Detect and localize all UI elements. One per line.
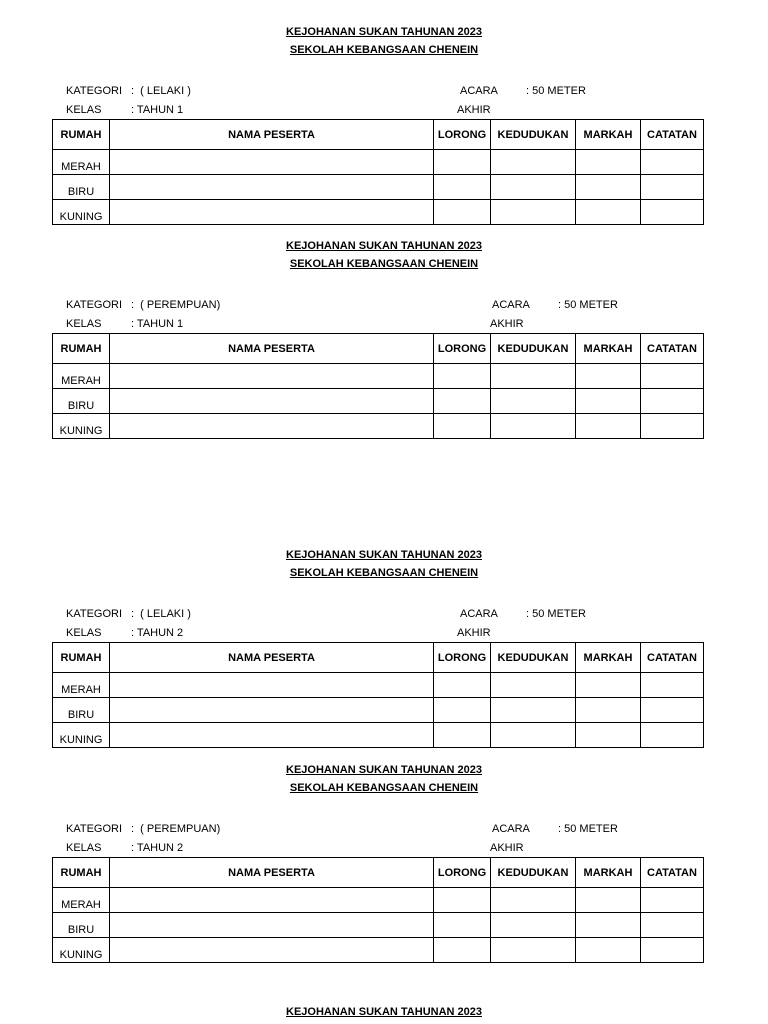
kategori-label: KATEGORI (66, 608, 123, 620)
column-header: KEDUDUKAN (491, 858, 576, 888)
acara-value: : 50 METER (526, 608, 586, 620)
table-header-row (53, 643, 704, 673)
blank-entry-cell[interactable] (110, 723, 434, 748)
kelas-label: KELAS (66, 318, 102, 330)
table-row (53, 414, 704, 439)
house-name-cell: KUNING (53, 200, 110, 225)
blank-entry-cell[interactable] (641, 200, 704, 225)
akhir-label: AKHIR (490, 318, 524, 330)
blank-entry-cell[interactable] (434, 150, 491, 175)
house-name-cell: BIRU (53, 389, 110, 414)
blank-entry-cell[interactable] (110, 364, 434, 389)
table-row (53, 938, 704, 963)
blank-entry-cell[interactable] (576, 723, 641, 748)
column-header: NAMA PESERTA (110, 334, 434, 364)
column-header: MARKAH (576, 120, 641, 150)
blank-entry-cell[interactable] (576, 913, 641, 938)
kategori-value: : ( PEREMPUAN) (131, 823, 221, 835)
blank-entry-cell[interactable] (110, 150, 434, 175)
blank-entry-cell[interactable] (576, 150, 641, 175)
column-header: LORONG (434, 858, 491, 888)
column-header: CATATAN (641, 120, 704, 150)
table-header-row (53, 334, 704, 364)
event-title: KEJOHANAN SUKAN TAHUNAN 2023 (286, 764, 482, 776)
acara-value: : 50 METER (558, 823, 618, 835)
kategori-value: : ( PEREMPUAN) (131, 299, 221, 311)
table-row (53, 888, 704, 913)
column-header: LORONG (434, 334, 491, 364)
blank-entry-cell[interactable] (434, 938, 491, 963)
blank-entry-cell[interactable] (110, 389, 434, 414)
kategori-value: : ( LELAKI ) (131, 608, 191, 620)
results-table (52, 119, 704, 225)
house-name-cell: MERAH (53, 364, 110, 389)
acara-label: ACARA (460, 85, 498, 97)
blank-entry-cell[interactable] (576, 938, 641, 963)
blank-entry-cell[interactable] (434, 364, 491, 389)
blank-entry-cell[interactable] (491, 723, 576, 748)
blank-entry-cell[interactable] (491, 150, 576, 175)
table-row (53, 200, 704, 225)
blank-entry-cell[interactable] (576, 673, 641, 698)
blank-entry-cell[interactable] (641, 414, 704, 439)
blank-entry-cell[interactable] (434, 698, 491, 723)
table-row (53, 175, 704, 200)
column-header: MARKAH (576, 643, 641, 673)
blank-entry-cell[interactable] (641, 673, 704, 698)
house-name-cell: KUNING (53, 938, 110, 963)
kategori-value: : ( LELAKI ) (131, 85, 191, 97)
blank-entry-cell[interactable] (641, 938, 704, 963)
kategori-label: KATEGORI (66, 85, 123, 97)
acara-value: : 50 METER (526, 85, 586, 97)
blank-entry-cell[interactable] (434, 673, 491, 698)
kelas-value: : TAHUN 1 (131, 318, 184, 330)
blank-entry-cell[interactable] (641, 913, 704, 938)
blank-entry-cell[interactable] (641, 698, 704, 723)
results-table (52, 857, 704, 963)
school-name: SEKOLAH KEBANGSAAN CHENEIN (289, 44, 479, 56)
kelas-value: : TAHUN 1 (131, 104, 184, 116)
column-header: KEDUDUKAN (491, 334, 576, 364)
acara-label: ACARA (492, 299, 530, 311)
house-name-cell: KUNING (53, 414, 110, 439)
blank-entry-cell[interactable] (491, 698, 576, 723)
table-row (53, 364, 704, 389)
table-header-row (53, 120, 704, 150)
house-name-cell: BIRU (53, 175, 110, 200)
blank-entry-cell[interactable] (434, 414, 491, 439)
next-section-title: KEJOHANAN SUKAN TAHUNAN 2023 (286, 1006, 482, 1018)
blank-entry-cell[interactable] (641, 150, 704, 175)
blank-entry-cell[interactable] (434, 175, 491, 200)
results-table (52, 642, 704, 748)
event-title: KEJOHANAN SUKAN TAHUNAN 2023 (286, 240, 482, 252)
column-header: CATATAN (641, 643, 704, 673)
blank-entry-cell[interactable] (491, 673, 576, 698)
column-header: NAMA PESERTA (110, 643, 434, 673)
column-header: CATATAN (641, 858, 704, 888)
blank-entry-cell[interactable] (576, 200, 641, 225)
blank-entry-cell[interactable] (110, 175, 434, 200)
table-row (53, 698, 704, 723)
event-title: KEJOHANAN SUKAN TAHUNAN 2023 (286, 26, 482, 38)
akhir-label: AKHIR (457, 627, 491, 639)
blank-entry-cell[interactable] (110, 913, 434, 938)
house-name-cell: BIRU (53, 913, 110, 938)
blank-entry-cell[interactable] (110, 698, 434, 723)
table-row (53, 723, 704, 748)
table-row (53, 673, 704, 698)
column-header: MARKAH (576, 858, 641, 888)
kelas-value: : TAHUN 2 (131, 842, 184, 854)
kategori-label: KATEGORI (66, 823, 123, 835)
column-header: CATATAN (641, 334, 704, 364)
blank-entry-cell[interactable] (576, 414, 641, 439)
blank-entry-cell[interactable] (491, 175, 576, 200)
blank-entry-cell[interactable] (576, 389, 641, 414)
blank-entry-cell[interactable] (491, 414, 576, 439)
blank-entry-cell[interactable] (576, 888, 641, 913)
kelas-label: KELAS (66, 627, 102, 639)
column-header: KEDUDUKAN (491, 643, 576, 673)
acara-label: ACARA (460, 608, 498, 620)
acara-value: : 50 METER (558, 299, 618, 311)
blank-entry-cell[interactable] (641, 888, 704, 913)
column-header: RUMAH (53, 643, 110, 673)
column-header: NAMA PESERTA (110, 858, 434, 888)
results-table (52, 333, 704, 439)
blank-entry-cell[interactable] (110, 888, 434, 913)
akhir-label: AKHIR (490, 842, 524, 854)
column-header: RUMAH (53, 858, 110, 888)
table-row (53, 913, 704, 938)
house-name-cell: MERAH (53, 673, 110, 698)
column-header: LORONG (434, 120, 491, 150)
acara-label: ACARA (492, 823, 530, 835)
blank-entry-cell[interactable] (491, 938, 576, 963)
column-header: KEDUDUKAN (491, 120, 576, 150)
blank-entry-cell[interactable] (434, 913, 491, 938)
column-header: RUMAH (53, 334, 110, 364)
blank-entry-cell[interactable] (641, 175, 704, 200)
kelas-label: KELAS (66, 104, 102, 116)
house-name-cell: KUNING (53, 723, 110, 748)
table-header-row (53, 858, 704, 888)
blank-entry-cell[interactable] (491, 200, 576, 225)
column-header: LORONG (434, 643, 491, 673)
blank-entry-cell[interactable] (110, 200, 434, 225)
blank-entry-cell[interactable] (576, 364, 641, 389)
column-header: NAMA PESERTA (110, 120, 434, 150)
school-name: SEKOLAH KEBANGSAAN CHENEIN (289, 567, 479, 579)
column-header: MARKAH (576, 334, 641, 364)
kelas-label: KELAS (66, 842, 102, 854)
event-title: KEJOHANAN SUKAN TAHUNAN 2023 (286, 549, 482, 561)
blank-entry-cell[interactable] (641, 364, 704, 389)
kategori-label: KATEGORI (66, 299, 123, 311)
akhir-label: AKHIR (457, 104, 491, 116)
house-name-cell: MERAH (53, 888, 110, 913)
school-name: SEKOLAH KEBANGSAAN CHENEIN (289, 258, 479, 270)
kelas-value: : TAHUN 2 (131, 627, 184, 639)
house-name-cell: MERAH (53, 150, 110, 175)
blank-entry-cell[interactable] (641, 723, 704, 748)
blank-entry-cell[interactable] (491, 913, 576, 938)
blank-entry-cell[interactable] (110, 673, 434, 698)
blank-entry-cell[interactable] (491, 364, 576, 389)
table-row (53, 150, 704, 175)
blank-entry-cell[interactable] (576, 698, 641, 723)
blank-entry-cell[interactable] (576, 175, 641, 200)
blank-entry-cell[interactable] (641, 389, 704, 414)
house-name-cell: BIRU (53, 698, 110, 723)
blank-entry-cell[interactable] (491, 389, 576, 414)
school-name: SEKOLAH KEBANGSAAN CHENEIN (289, 782, 479, 794)
blank-entry-cell[interactable] (434, 389, 491, 414)
column-header: RUMAH (53, 120, 110, 150)
blank-entry-cell[interactable] (110, 938, 434, 963)
blank-entry-cell[interactable] (434, 200, 491, 225)
blank-entry-cell[interactable] (434, 723, 491, 748)
blank-entry-cell[interactable] (434, 888, 491, 913)
blank-entry-cell[interactable] (491, 888, 576, 913)
table-row (53, 389, 704, 414)
blank-entry-cell[interactable] (110, 414, 434, 439)
